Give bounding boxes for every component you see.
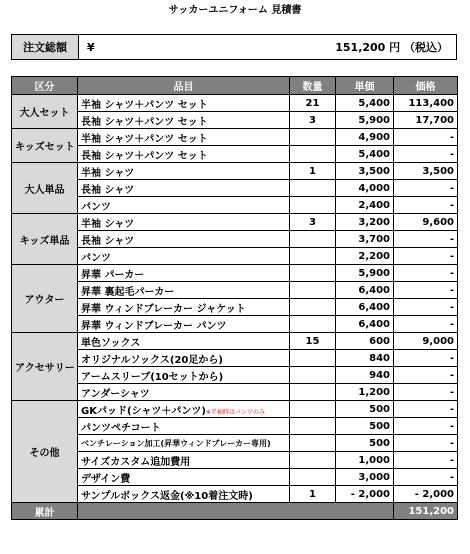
price-cell: - (394, 146, 458, 163)
order-total-box (11, 34, 457, 60)
quantity-cell (290, 435, 336, 452)
unit-price-cell: 1,000 (336, 452, 394, 469)
order-total-label: 注文総額 (12, 35, 79, 59)
quantity-cell (290, 469, 336, 486)
unit-price-cell: 6,400 (336, 299, 394, 316)
order-total-amount: 151,200 円 （税込） (335, 41, 448, 54)
category-cell: アクセサリー (12, 333, 78, 401)
item-name: 昇華 ウィンドブレーカー ジャケット (81, 303, 246, 315)
item-cell (78, 299, 290, 316)
table-row (12, 418, 458, 435)
item-name: パンツペチコート (81, 422, 161, 434)
price-cell: - (394, 316, 458, 333)
item-cell (78, 333, 290, 350)
item-name: 長袖 シャツ＋パンツ セット (81, 150, 208, 162)
table-row (12, 384, 458, 401)
item-cell (78, 112, 290, 129)
table-row (12, 282, 458, 299)
item-cell (78, 350, 290, 367)
item-name: 昇華 パーカー (81, 269, 145, 281)
item-cell (78, 401, 290, 418)
price-cell: 3,500 (394, 163, 458, 180)
quantity-cell (290, 350, 336, 367)
item-name: 長袖 シャツ (81, 184, 135, 196)
quantity-cell (290, 316, 336, 333)
unit-price-cell: 940 (336, 367, 394, 384)
price-cell: - (394, 435, 458, 452)
table-row (12, 265, 458, 282)
quantity-cell (290, 418, 336, 435)
item-name: 昇華 裏起毛パーカー (81, 286, 175, 298)
summary-label: 累計 (12, 503, 78, 520)
header-unit-price: 単価 (336, 77, 394, 95)
unit-price-cell: 2,200 (336, 248, 394, 265)
price-cell: - (394, 299, 458, 316)
item-cell (78, 231, 290, 248)
category-cell: キッズセット (12, 129, 78, 163)
item-name: 単色ソックス (81, 337, 141, 349)
item-cell (78, 418, 290, 435)
unit-price-cell: 3,200 (336, 214, 394, 231)
item-cell (78, 384, 290, 401)
currency-symbol: ¥ (87, 40, 95, 54)
table-row (12, 435, 458, 452)
item-cell (78, 129, 290, 146)
item-cell (78, 486, 290, 503)
item-cell (78, 95, 290, 112)
item-name: 半袖 シャツ (81, 167, 135, 179)
item-cell (78, 265, 290, 282)
item-cell (78, 469, 290, 486)
unit-price-cell: 500 (336, 435, 394, 452)
table-row (12, 163, 458, 180)
category-cell: アウター (12, 265, 78, 333)
table-row (12, 129, 458, 146)
price-cell: 9,600 (394, 214, 458, 231)
category-cell: キッズ単品 (12, 214, 78, 265)
table-row (12, 333, 458, 350)
item-cell (78, 197, 290, 214)
item-name: サンプルボックス返金(※10着注文時) (81, 490, 253, 502)
quantity-cell (290, 248, 336, 265)
category-cell: 大人セット (12, 95, 78, 129)
estimate-table (11, 76, 458, 520)
table-header-row (12, 77, 458, 95)
header-item: 品目 (78, 77, 290, 95)
item-name: ベンチレーション加工(昇華ウィンドブレーカー専用) (81, 438, 271, 448)
table-row (12, 350, 458, 367)
item-name: サイズカスタム追加費用 (81, 456, 191, 468)
table-row (12, 401, 458, 418)
quantity-cell (290, 401, 336, 418)
summary-row (12, 503, 458, 520)
unit-price-cell: 840 (336, 350, 394, 367)
item-name: アームスリーブ(10セットから) (81, 371, 224, 383)
table-row (12, 452, 458, 469)
item-cell (78, 180, 290, 197)
summary-total: 151,200 (394, 503, 458, 520)
quantity-cell (290, 299, 336, 316)
price-cell: - (394, 265, 458, 282)
quantity-cell: 15 (290, 333, 336, 350)
price-cell: - (394, 418, 458, 435)
quantity-cell (290, 180, 336, 197)
price-cell: - 2,000 (394, 486, 458, 503)
price-cell: - (394, 248, 458, 265)
item-cell (78, 452, 290, 469)
item-name: 半袖 シャツ＋パンツ セット (81, 133, 208, 145)
price-cell: - (394, 452, 458, 469)
price-cell: 17,700 (394, 112, 458, 129)
price-cell: - (394, 282, 458, 299)
price-cell: - (394, 367, 458, 384)
category-cell: その他 (12, 401, 78, 503)
quantity-cell (290, 282, 336, 299)
quantity-cell: 1 (290, 163, 336, 180)
header-quantity: 数量 (290, 77, 336, 95)
unit-price-cell: 3,500 (336, 163, 394, 180)
table-row (12, 316, 458, 333)
quantity-cell (290, 265, 336, 282)
price-cell: - (394, 129, 458, 146)
quantity-cell (290, 384, 336, 401)
item-name: パンツ (81, 201, 111, 213)
quantity-cell (290, 367, 336, 384)
quantity-cell (290, 197, 336, 214)
unit-price-cell: 5,400 (336, 146, 394, 163)
item-name: パンツ (81, 252, 111, 264)
price-cell: - (394, 469, 458, 486)
item-cell (78, 214, 290, 231)
quantity-cell (290, 231, 336, 248)
item-name: オリジナルソックス(20足から) (81, 354, 223, 366)
unit-price-cell: 500 (336, 418, 394, 435)
table-row (12, 486, 458, 503)
header-category: 区分 (12, 77, 78, 95)
unit-price-cell: 4,000 (336, 180, 394, 197)
unit-price-cell: 5,900 (336, 112, 394, 129)
unit-price-cell: 500 (336, 401, 394, 418)
item-cell (78, 146, 290, 163)
summary-spacer (78, 503, 394, 520)
price-cell: - (394, 350, 458, 367)
item-cell (78, 248, 290, 265)
table-row (12, 112, 458, 129)
price-cell: - (394, 180, 458, 197)
table-row (12, 214, 458, 231)
unit-price-cell: 2,400 (336, 197, 394, 214)
price-cell: 113,400 (394, 95, 458, 112)
item-name: 長袖 シャツ＋パンツ セット (81, 116, 208, 128)
table-row (12, 367, 458, 384)
table-row (12, 231, 458, 248)
unit-price-cell: - 2,000 (336, 486, 394, 503)
item-cell (78, 367, 290, 384)
table-row (12, 248, 458, 265)
table-row (12, 197, 458, 214)
table-row (12, 469, 458, 486)
unit-price-cell: 6,400 (336, 282, 394, 299)
quantity-cell: 3 (290, 214, 336, 231)
quantity-cell (290, 452, 336, 469)
price-cell: 9,000 (394, 333, 458, 350)
quantity-cell (290, 129, 336, 146)
unit-price-cell: 3,700 (336, 231, 394, 248)
unit-price-cell: 4,900 (336, 129, 394, 146)
unit-price-cell: 1,200 (336, 384, 394, 401)
price-cell: - (394, 384, 458, 401)
item-name: アンダーシャツ (81, 388, 150, 400)
header-price: 価格 (394, 77, 458, 95)
table-row (12, 146, 458, 163)
item-name: GKパッド(シャツ＋パンツ) (81, 405, 206, 417)
unit-price-cell: 5,400 (336, 95, 394, 112)
unit-price-cell: 6,400 (336, 316, 394, 333)
quantity-cell (290, 146, 336, 163)
category-cell: 大人単品 (12, 163, 78, 214)
item-cell (78, 282, 290, 299)
unit-price-cell: 600 (336, 333, 394, 350)
table-row (12, 95, 458, 112)
page-title: サッカーユニフォーム 見積書 (168, 5, 302, 16)
table-row (12, 299, 458, 316)
item-name: 昇華 ウィンドブレーカー パンツ (81, 320, 227, 332)
item-name: デザイン費 (81, 473, 131, 485)
item-name: 半袖 シャツ (81, 218, 135, 230)
item-name: 半袖 シャツ＋パンツ セット (81, 99, 208, 111)
quantity-cell: 3 (290, 112, 336, 129)
unit-price-cell: 5,900 (336, 265, 394, 282)
quantity-cell: 1 (290, 486, 336, 503)
item-cell (78, 163, 290, 180)
price-cell: - (394, 197, 458, 214)
price-cell: - (394, 231, 458, 248)
unit-price-cell: 3,000 (336, 469, 394, 486)
item-note: ※半袖時はパンツのみ (205, 408, 265, 416)
item-cell (78, 435, 290, 452)
item-name: 長袖 シャツ (81, 235, 135, 247)
price-cell: - (394, 401, 458, 418)
table-row (12, 180, 458, 197)
quantity-cell: 21 (290, 95, 336, 112)
item-cell (78, 316, 290, 333)
